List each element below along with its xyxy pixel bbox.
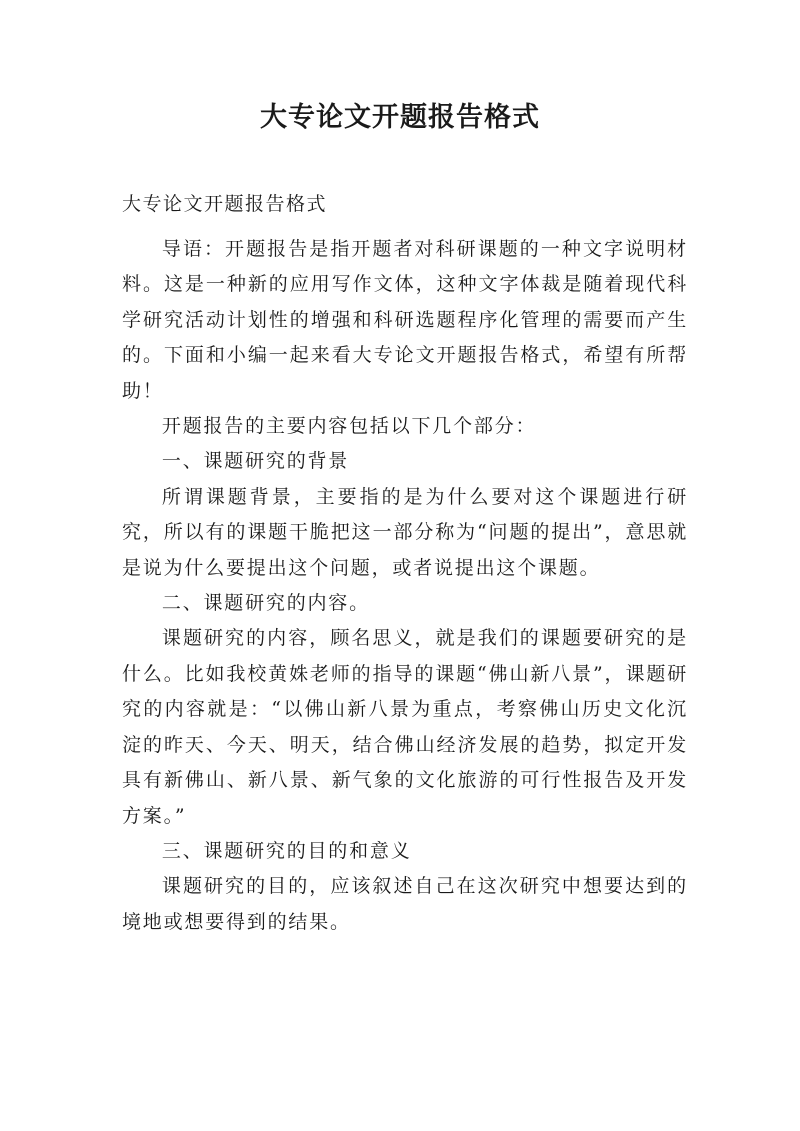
paragraph-background: 所谓课题背景，主要指的是为什么要对这个课题进行研究，所以有的课题干脆把这一部分称为“问题的提出”，意思就是说为什么要提出这个问题，或者说提出这个课题。 xyxy=(122,485,688,579)
document-body xyxy=(122,232,688,940)
document-subtitle: 大专论文开题报告格式 xyxy=(122,193,328,215)
paragraph-content: 课题研究的内容，顾名思义，就是我们的课题要研究的是什么。比如我校黄姝老师的指导的课题“佛山新八景”，课题研究的内容就是：“以佛山新八景为重点，考察佛山历史文化沉淀的昨天、今天、明天，结合佛山经济发展的趋势，拟定开发具有新佛山、新八景、新气象的文化旅游的可行性报告及开发方案。” xyxy=(122,627,688,827)
paragraph-contents-overview: 开题报告的主要内容包括以下几个部分： xyxy=(161,415,537,438)
page-title: 大专论文开题报告格式 xyxy=(260,102,540,133)
section-heading-background: 一、课题研究的背景 xyxy=(161,450,350,473)
paragraph-purpose: 课题研究的目的，应该叙述自己在这次研究中想要达到的境地或想要得到的结果。 xyxy=(122,875,688,933)
section-heading-purpose: 三、课题研究的目的和意义 xyxy=(161,839,412,862)
section-heading-content: 二、课题研究的内容。 xyxy=(161,592,370,615)
paragraph-intro: 导语：开题报告是指开题者对科研课题的一种文字说明材料。这是一种新的应用写作文体，这种文字体裁是随着现代科学研究活动计划性的增强和科研选题程序化管理的需要而产生的。下面和小编一起来看大专论文开题报告格式，希望有所帮助！ xyxy=(122,238,688,402)
